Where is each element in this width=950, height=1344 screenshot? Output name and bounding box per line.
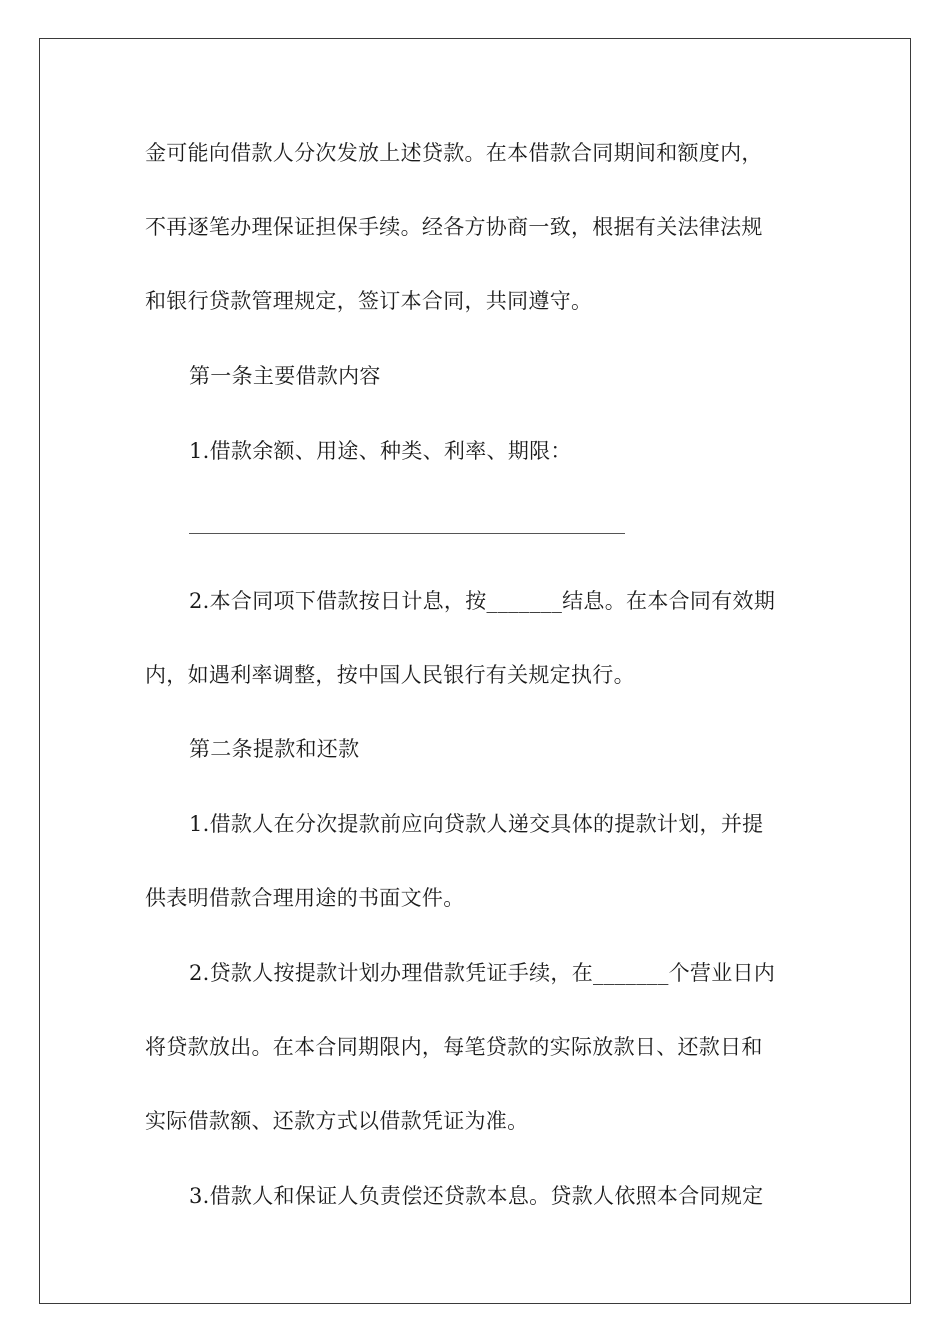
body-text-line: 金可能向借款人分次发放上述贷款。在本借款合同期间和额度内， — [145, 141, 763, 165]
fill-in-blank-line — [189, 533, 625, 534]
body-text-line: 供表明借款合理用途的书面文件。 — [145, 886, 465, 910]
clause-1-2: 2.本合同项下借款按日计息，按_______结息。在本合同有效期 — [189, 589, 776, 613]
clause-2-3: 3.借款人和保证人负责偿还贷款本息。贷款人依照本合同规定 — [189, 1184, 764, 1208]
section-heading-2: 第二条提款和还款 — [189, 737, 360, 761]
body-text-line: 不再逐笔办理保证担保手续。经各方协商一致，根据有关法律法规 — [145, 215, 763, 239]
clause-2-1: 1.借款人在分次提款前应向贷款人递交具体的提款计划，并提 — [189, 812, 764, 836]
clause-1-1: 1.借款余额、用途、种类、利率、期限： — [189, 439, 572, 463]
body-text-line: 实际借款额、还款方式以借款凭证为准。 — [145, 1109, 529, 1133]
body-text-line: 内，如遇利率调整，按中国人民银行有关规定执行。 — [145, 663, 635, 687]
body-text-line: 将贷款放出。在本合同期限内，每笔贷款的实际放款日、还款日和 — [145, 1035, 763, 1059]
section-heading-1: 第一条主要借款内容 — [189, 364, 381, 388]
body-text-line: 和银行贷款管理规定，签订本合同，共同遵守。 — [145, 289, 593, 313]
clause-2-2: 2.贷款人按提款计划办理借款凭证手续，在_______个营业日内 — [189, 961, 776, 985]
